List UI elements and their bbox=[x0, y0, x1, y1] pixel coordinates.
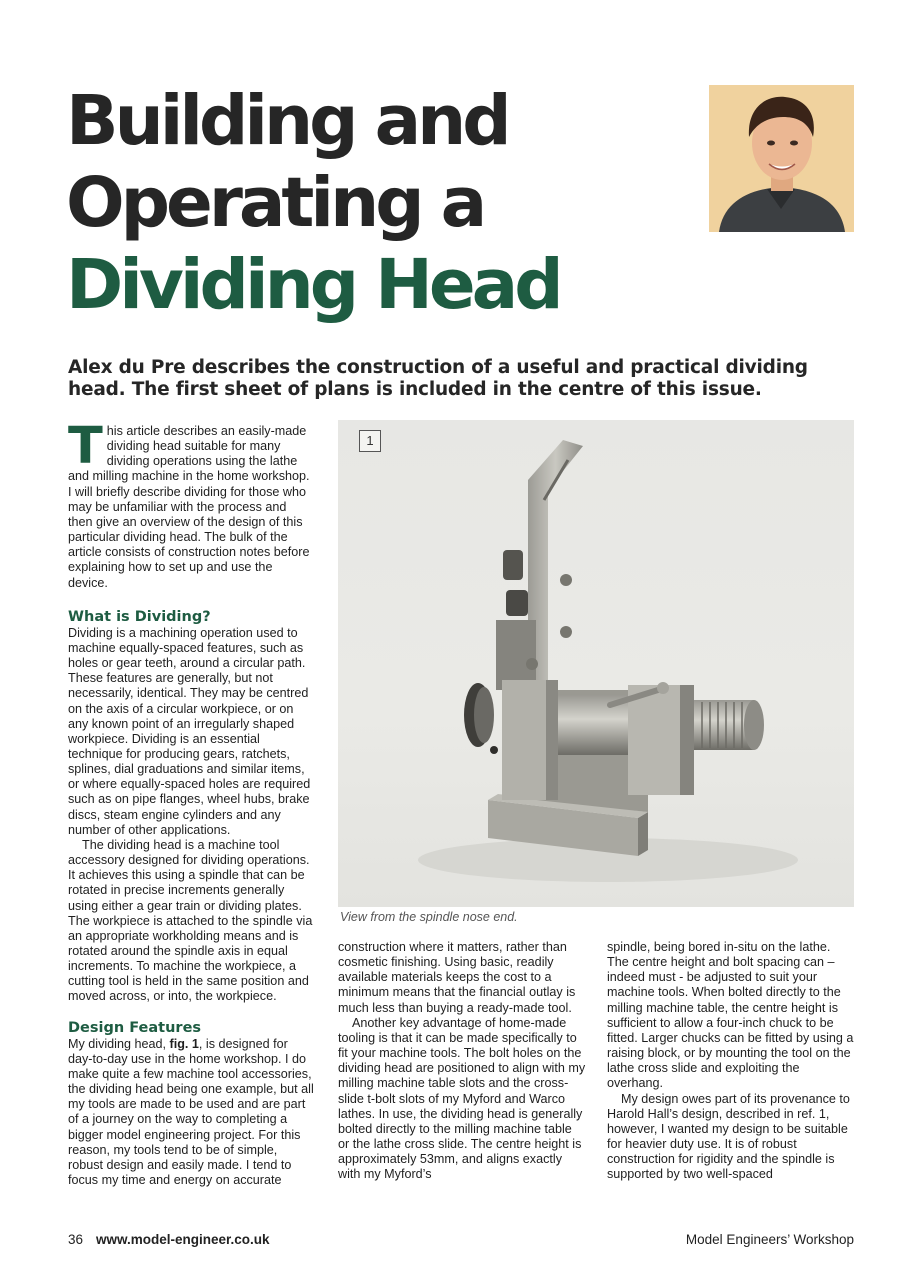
figure-1 bbox=[338, 420, 854, 907]
design-paragraph-1: My dividing head, fig. 1, is designed for day-to-day use in the home workshop. I do make quite a few machine tool accessories, the dividing head being one example, but all my tools are made to be used and are part of a journey on the way to completing a bigger model engineering project. For this reason, my tools tend to be of simple, robust design and easily made. I tend to focus my time and energy on accurate bbox=[68, 1036, 314, 1188]
column3-paragraph-2: My design owes part of its provenance to Harold Hall’s design, described in ref. 1, however, I wanted my design to be suitable for heavier duty use. It is of robust construction for rigidity and the spindle is supported by two well-spaced bbox=[607, 1091, 850, 1182]
title-line-2: Operating a bbox=[66, 163, 484, 243]
heading-what-is-dividing: What is Dividing? bbox=[68, 608, 211, 625]
page-footer bbox=[68, 1232, 854, 1250]
figure-number-badge: 1 bbox=[359, 430, 381, 452]
intro-paragraph bbox=[68, 417, 314, 591]
article-title bbox=[66, 80, 686, 326]
dividing-paragraph-2: The dividing head is a machine tool accessory designed for dividing operations. It achieves this using a spindle that can be rotated in precise increments generally using either a gear train or dividing plates. The workpiece is attached to the spindle via an appropriate workholding means and is rotated around the spindle axis in equal increments. To machine the workpiece, a cutting tool is held in the same position and moved across, or into, the workpiece. bbox=[68, 837, 313, 1004]
dividing-head-photo-icon bbox=[338, 420, 854, 907]
column2-paragraph-1: construction where it matters, rather than cosmetic finishing. Using basic, readily available materials keeps the cost to a minimum means that the financial outlay is much less than buying a ready-made tool. bbox=[338, 940, 576, 1015]
title-line-3: Dividing Head bbox=[66, 245, 560, 325]
dividing-paragraph-1: Dividing is a machining operation used to machine equally-spaced features, such as holes or gear teeth, around a circular path. These features are generally, but not necessarily, identical. They may be centred on the axis of a circular workpiece, or on any known point of an irregularly shaped workpiece. Dividing is an essential technique for producing gears, ratchets, splines, dial graduations and similar items, or where equally-spaced holes are required such as on pipe flanges, wheel hubs, brake discs, steam engine cylinders and any number of other applications. bbox=[68, 625, 311, 837]
column-2 bbox=[338, 940, 586, 1183]
title-line-1: Building and bbox=[66, 81, 508, 161]
drop-cap: T bbox=[68, 417, 103, 476]
figure-reference: fig. 1 bbox=[169, 1036, 199, 1051]
author-portrait-icon bbox=[709, 85, 854, 232]
figure-caption: View from the spindle nose end. bbox=[340, 910, 518, 924]
column-1 bbox=[68, 417, 314, 1188]
heading-design-features: Design Features bbox=[68, 1019, 202, 1036]
page-number: 36 bbox=[68, 1232, 84, 1247]
website-link[interactable]: www.model-engineer.co.uk bbox=[96, 1232, 270, 1247]
column-3 bbox=[607, 940, 855, 1183]
column3-paragraph-1: spindle, being bored in-situ on the lathe. The centre height and bolt spacing can – indeed must - be adjusted to suit your machine tools. When bolted directly to the milling machine table, the centre height is sufficient to allow a four-inch chuck to be fitted. Larger chucks can be fitted by using a raising block, or by mounting the tool on the lathe cross slide and exploiting the overhang. bbox=[607, 940, 854, 1091]
standfirst: Alex du Pre describes the construction of a useful and practical dividing head. The first sheet of plans is included in the centre of this issue. bbox=[68, 357, 808, 400]
magazine-name: Model Engineers’ Workshop bbox=[685, 1232, 854, 1247]
author-photo bbox=[709, 85, 854, 232]
intro-text: his article describes an easily-made dividing head suitable for many dividing operations using the lathe and milling machine in the home workshop. I will briefly describe dividing for those who may be unfamiliar with the process and then give an overview of the design of this particular dividing head. The bulk of the article consists of construction notes before explaining how to set up and use the device. bbox=[68, 424, 310, 590]
column2-paragraph-2: Another key advantage of home-made tooling is that it can be made specifically to fit your machine tools. The bolt holes on the dividing head are positioned to align with my milling machine table slots and the cross-slide t-bolt slots of my Myford and Warco lathes. In use, the dividing head is generally bolted directly to the milling machine table or the lathe cross slide. The centre height is approximately 53mm, and aligns exactly with my Myford’s bbox=[338, 1015, 586, 1182]
